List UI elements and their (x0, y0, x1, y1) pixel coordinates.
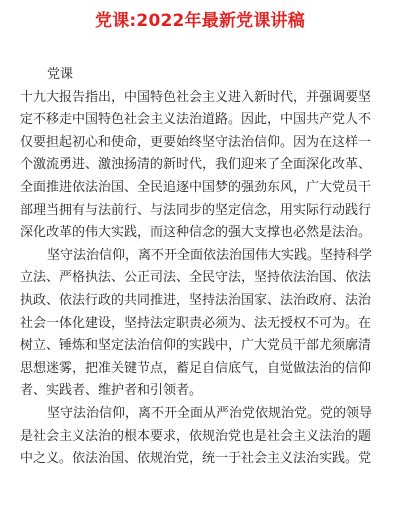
paragraph-line: 坚守法治信仰，离不开全面依法治国伟大实践。坚持科学 (47, 247, 373, 263)
paragraph-line: 十九大报告指出，中国特色社会主义进入新时代，并强调要坚 (20, 89, 372, 105)
paragraph-line: 社会一体化建设，坚持法定职责必须为、法无授权不可为。在 (20, 315, 372, 331)
paragraph-line: 执政、依法行政的共同推进，坚持法治国家、法治政府、法治 (20, 292, 372, 308)
paragraph-line: 者、实践者、维护者和引领者。 (20, 383, 203, 399)
section-label: 党课 (47, 67, 74, 82)
paragraph-line: 坚守法治信仰，离不开全面从严治党依规治党。党的领导 (47, 405, 373, 421)
document-body (20, 64, 384, 471)
paragraph-line: 部理当拥有与法前行、与法同步的坚定信念，用实际行动践行 (20, 202, 372, 218)
paragraph-line: 是社会主义法治的根本要求，依规治党也是社会主义法治的题 (20, 428, 372, 444)
paragraph-line: 中之义。依法治国、依规治党，统一于社会主义法治实践。党 (20, 451, 372, 467)
paragraph-line: 树立、锤炼和坚定法治信仰的实践中，广大党员干部尤须廓清 (20, 338, 372, 354)
paragraph-line: 个激流勇进、激浊扬清的新时代，我们迎来了全面深化改革、 (20, 157, 372, 173)
paragraph-line: 仅要担起初心和使命，更要始终坚守法治信仰。因为在这样一 (20, 134, 372, 150)
page-title: 党课:2022年最新党课讲稿 (95, 11, 305, 31)
paragraph-line: 定不移走中国特色社会主义法治道路。因此，中国共产党人不 (20, 112, 372, 128)
paragraph-line: 全面推进依法治国、全民追逐中国梦的强劲东风，广大党员干 (20, 179, 372, 195)
paragraph-line: 立法、严格执法、公正司法、全民守法，坚持依法治国、依法 (20, 270, 372, 286)
paragraph-line: 深化改革的伟大实践，而这种信念的强大支撑也必然是法治。 (20, 225, 372, 241)
paragraph-line: 思想迷雾，把准关键节点，蓄足自信底气，自觉做法治的信仰 (20, 360, 372, 376)
